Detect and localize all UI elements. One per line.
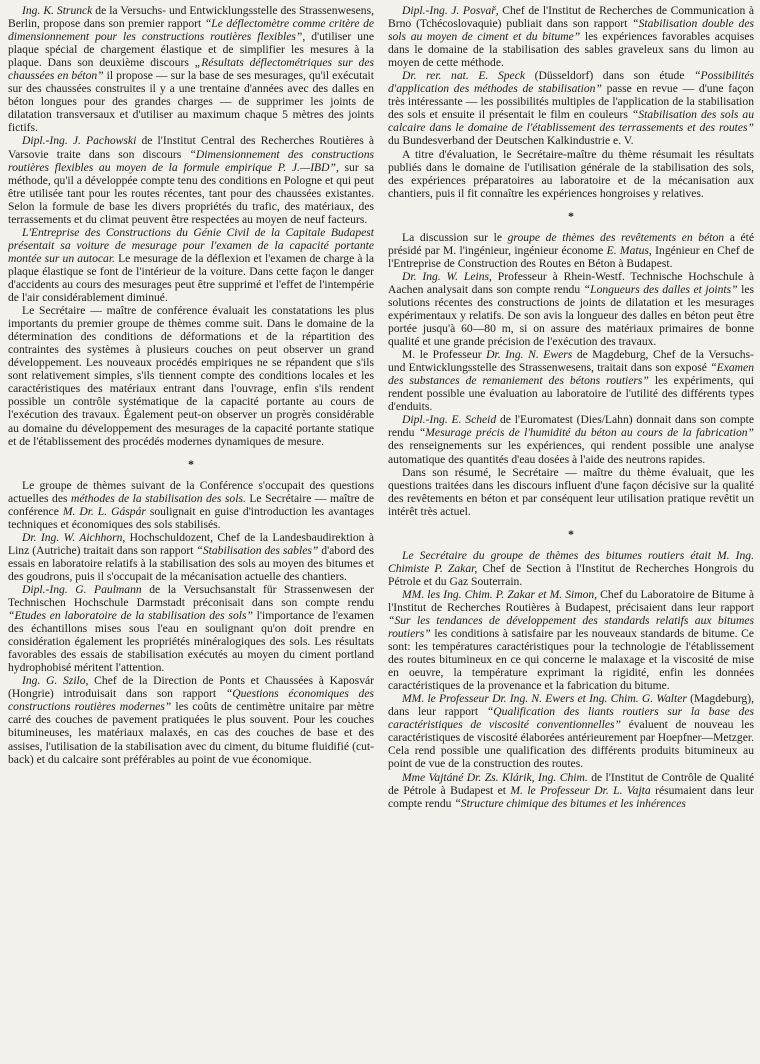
italic-text: groupe de thèmes des revêtements en béton (507, 230, 725, 244)
text-run: du Bundesverband der Deutschen Kalkindustrie e. V. (388, 134, 634, 148)
italic-text: M. Dr. L. Gáspár (62, 504, 146, 518)
text-run: Le groupe de thèmes suivant de la Conférence s'occupait des questions actuelles des (8, 478, 374, 505)
text-run: il propose — sur la base de ses mesurages, qu'il exécutait sur des chaussées construites il y a une trentaine d'années avec des dalles en béton longues pour des grandes charges — de supprimer les joints de dilatation transversaux et d'utiliser au maximum chaque 5 mètres des joints fictifs. (8, 69, 374, 135)
text-run: , d'utiliser une plaque spécial de chargement élastique et de simplifier les mesures à la plaque. Dans son deuxième discours (8, 30, 374, 70)
italic-text: Dipl.-Ing. J. Posvař, (402, 4, 499, 17)
paragraph (8, 304, 374, 448)
text-run: (Düsseldorf) dans son étude (525, 69, 695, 83)
italic-text: Ing. K. Strunck (22, 4, 93, 17)
text-run: des renseignements sur les expériences, qui rendent possible une analyse automatique des quantités d'eau dosées à l'aide des neutrons rapides. (388, 439, 754, 466)
italic-text: “Questions économiques des constructions routières modernes” (8, 687, 374, 714)
text-run: de Magdeburg, Chef de la Versuchs- und Entwicklungsstelle des Strassenwesens, traitait dans son exposé (388, 348, 754, 375)
text-run: les solutions récentes des constructions de joints de dilatation et les mesurages expérimentaux y relatifs. De son avis la longueur des dalles en béton peut être portée jusqu'à 60—80 m, si on assure des matériaux primaires de bonne qualité et une grande précision de l'exécution des travaux. (388, 282, 754, 349)
italic-text: Dr. rer. nat. E. Speck (402, 69, 525, 83)
paragraph (8, 583, 374, 674)
italic-text: “Possibilités d'application des méthodes de stabilisation” (388, 69, 754, 96)
paragraph (388, 4, 754, 69)
text-run: a été présidé par M. l'ingénieur, ingénieur économe (388, 230, 754, 257)
text-run: les expériences favorables acquises dans le domaine de la stabilisation des sables graveleux sans du limon au moyen de cette méthode. (388, 30, 754, 70)
italic-text: “Le déflectomètre comme critère de dimensionnement pour les constructions routières flexibles” (8, 17, 374, 44)
italic-text: Ing. G. Szilo, (22, 674, 89, 688)
text-run: Chef de la Direction de Ponts et Chaussées à Kaposvár (Hongrie) introduisait dans son rapport (8, 674, 374, 701)
text-run: les conditions à satisfaire par les nouveaux standards de bitume. Ce sont: les températures caractéristiques pour la technologie de l'établissement des routes bitumineux en ce qui concerne le malaxage et la viscosité de mise en oeuvre, la température exprimant la rigidité, enfin les données caractéristiques de la provenance et la fabrication du bitume. (388, 627, 754, 693)
text-run: de l'Euromatest (Dies/Lahn) donnait dans son compte rendu (388, 413, 754, 440)
paragraph (8, 134, 374, 225)
italic-text: “Structure chimique des bitumes et les inhérences (454, 796, 686, 810)
italic-text: “Etudes en laboratoire de la stabilisation des sols” (8, 609, 253, 623)
paragraph (388, 466, 754, 518)
paragraph (388, 69, 754, 147)
paragraph (8, 226, 374, 304)
right-column (388, 4, 754, 1064)
paragraph (388, 348, 754, 413)
italic-text: méthodes de la stabilisation des sols. (70, 491, 246, 505)
paragraph (388, 413, 754, 465)
text-run: Le Secrétaire — maître de conférence évaluait les constatations les plus importants du premier groupe de thèmes comme suit. Dans le domaine de la détermination des conditions de déformations et de la répartition des contraintes des systèmes à plusieurs couches on peut observer un grand développement. Les nouveaux procédés empiriques ne se répandent que s'ils sont relativement simples, s'ils tiennent compte des conditions locales et les caractéristiques des matériaux entrant dans l'ouvrage, enfin s'ils rendent possible un contrôle systématique de la capacité portante au cours de l'exécution des travaux. Également peut-on observer un progrès considérable au domaine du développement des mesurages de la capacité portante statique et de l'établissement des procédés modernes dynamiques de mesure. (8, 304, 374, 448)
italic-text: “Dimensionnement des constructions routières flexibles au moyen de la formule empirique P. J.—IBD” (8, 147, 374, 174)
text-run: , sur sa méthode, qu'il a développée compte tenu des conditions en Pologne et qui peut être utilisée tant pour les routes récentes, tant pour des chaussées existantes. Selon la formule de base les divers propriétés du trafic, des matériaux, des terrassements et du climat peuvent être respectées au moyen de neuf facteurs. (8, 160, 374, 226)
left-column (8, 4, 374, 1064)
text-run: Hochschuldozent, Chef de la Landesbaudirektion à Linz (Autriche) traitait dans son rapport (8, 530, 374, 557)
text-run: évaluent de nouveau les caractéristiques de viscosité élaborées antérieurement par Hoepfner—Metzger. Cela rend possible une qualification des différents produits bitumineux au point de vue de la construction des routes. (388, 718, 754, 771)
italic-text: MM. le Professeur Dr. Ing. N. Ewers et Ing. Chim. G. Walter (402, 692, 687, 706)
paragraph (8, 479, 374, 531)
italic-text: “Examen des substances de remaniement des bétons routiers” (388, 361, 754, 388)
text-run: La discussion sur le (402, 230, 508, 244)
section-separator: * (568, 526, 574, 541)
paragraph (388, 148, 754, 200)
italic-text: M. le Professeur Dr. L. Vajta (510, 783, 651, 797)
text-run: Chef du Laboratoire de Bitume à l'Institut de Recherches Routières à Budapest, précisaient dans leur rapport (388, 587, 754, 614)
paragraph (388, 270, 754, 348)
paragraph (8, 4, 374, 134)
italic-text: Dipl.-Ing. G. Paulmann (22, 582, 142, 596)
italic-text: „Résultats déflectométriques sur des chaussées en béton” (8, 56, 374, 83)
italic-text: “Longueurs des dalles et joints” (583, 282, 738, 296)
text-run: M. le Professeur (402, 348, 487, 362)
text-run: résumaient dans leur compte rendu (388, 783, 754, 810)
italic-text: Dipl.-Ing. J. Pachowski (22, 134, 137, 148)
text-run: de la Versuchs- und Entwicklungsstelle des Strassenwesens, Berlin, propose dans son premier rapport (8, 4, 374, 31)
text-run: l'importance de l'examen des échantillons mises sous l'eau en soulignant qu'on doit prendre en considération également les propriétés minéralogiques des sols. Les résultats favorables des essais de stabilisation exécutés au moyen du ciment portland hydrophobisé méritent l'attention. (8, 609, 374, 675)
italic-text: “Stabilisation des sables” (196, 543, 319, 557)
text-run: passe en revue — d'une façon très intéressante — les possibilités multiples de l'application de la stabilisation des sols et ensuite il présentait le film en couleurs (388, 82, 754, 122)
italic-text: “Stabilisation des sols au calcaire dans le domaine de l'établissement des terrassements et des routes” (388, 108, 754, 135)
paragraph (388, 549, 754, 588)
text-run: les coûts de centimètre unitaire par mètre carré des couches de pavement pratiquées le plus souvent. Pour les couches bitumineuses, les matériaux malaxés, en cas des couches de base et des assises, l'utilisation de la stabilisation avec du ciment, du bitume fluidifié (cut-back) et du calcaire sont préférables au point de vue économique. (8, 700, 374, 766)
text-run: de l'Institut de Contrôle de Qualité de Pétrole à Budapest et (388, 770, 754, 797)
text-run: les expériments, qui rendent possible une évaluation au laboratoire de l'utilité des différents types d'enduits. (388, 374, 754, 414)
text-run: Dans son résumé, le Secrétaire — maître du thème évaluait, que les questions traitées dans les discours influent d'une façon décisive sur la qualité des revêtements en béton et par conséquent leur utilisation pratique revêtit un intérêt très actuel. (388, 465, 754, 518)
paragraph (388, 771, 754, 810)
text-run: Le mesurage de la déflexion et l'examen de charge à la plaque élastique se font de l'intérieur de la voiture. Dans cette façon le danger d'accidents au cours des mesurages peut être supprimé et l'effet de l'intempérie de l'air considérablement diminué. (8, 251, 374, 305)
italic-text: L'Entreprise des Constructions du Génie Civil de la Capitale Budapest présentait sa voiture de mesurage pour l'examen de la capacité portante montée sur un autocar. (8, 225, 374, 265)
text-run: Le Secrétaire — maître de conférence (8, 491, 374, 518)
italic-text: “Mesurage précis de l'humidité du béton au cours de la fabrication” (418, 426, 754, 440)
italic-text: Dr. Ing. N. Ewers (486, 348, 573, 362)
italic-text: Dipl.-Ing. E. Scheid (402, 413, 497, 427)
italic-text: Dr. Ing. W. Leins, (402, 269, 492, 283)
paragraph (388, 692, 754, 770)
paragraph (8, 531, 374, 583)
text-run: soulignait en guise d'introduction les avantages techniques et économiques des sols stabilisés. (8, 504, 374, 531)
text-run: Ingénieur en Chef de l'Entreprise de Construction des Routes en Béton à Budapest. (388, 243, 754, 270)
italic-text: Le Secrétaire du groupe de thèmes des bitumes routiers était M. Ing. Chimiste P. Zakar, (388, 548, 754, 575)
italic-text: Dr. Ing. W. Aichhorn, (22, 530, 126, 544)
text-run: d'abord des essais en laboratoire relatifs à la stabilisation des sols au moyen des bitumes et des goudrons, puis il s'occupait de la mécanisation actuelle des chantiers. (8, 543, 374, 583)
italic-text: MM. les Ing. Chim. P. Zakar et M. Simon, (402, 587, 598, 601)
italic-text: E. Matus, (606, 243, 652, 257)
text-run: A titre d'évaluation, le Secrétaire-maître du thème résumait les résultats publiés dans le domaine de l'utilisation générale de la stabilisation des sols, des expériences préparatoires au laboratoire et de la mécanisation aux chantiers, puis il fit connaître les expériences hongroises y relatives. (388, 147, 754, 200)
paragraph (388, 231, 754, 270)
paragraph (388, 588, 754, 692)
text-run: Chef de Section à l'Institut de Recherches Hongrois du Pétrole et du Gaz Souterrain. (388, 561, 754, 588)
text-run: de l'Institut Central des Recherches Routières à Varsovie traite dans son discours (8, 134, 374, 161)
italic-text: “Sur les tendances de développement des standards relatifs aux bitumes routiers” (388, 613, 754, 641)
section-separator: * (568, 208, 574, 223)
text-run: Chef de l'Institut de Recherches de Communication à Brno (Tchécoslovaquie) publiait dans son rapport (388, 4, 754, 31)
italic-text: “Qualification des liants routiers sur la base des caractéristiques de viscosité conventionnelles” (388, 705, 754, 732)
text-run: Professeur à Rhein-Westf. Technische Hochschule à Aachen analysait dans son compte rendu (388, 269, 754, 296)
section-separator: * (188, 456, 194, 471)
paragraph (8, 674, 374, 765)
text-run: de la Versuchsanstalt für Strassenwesen der Technischen Hochschule Darmstadt préconisait dans son compte rendu (8, 582, 374, 610)
italic-text: “Stabilisation double des sols au moyen de ciment et du bitume” (388, 17, 754, 44)
italic-text: Mme Vajtáné Dr. Zs. Klárik, Ing. Chim. (402, 770, 588, 784)
text-run: (Magdeburg), dans leur rapport (388, 692, 754, 719)
